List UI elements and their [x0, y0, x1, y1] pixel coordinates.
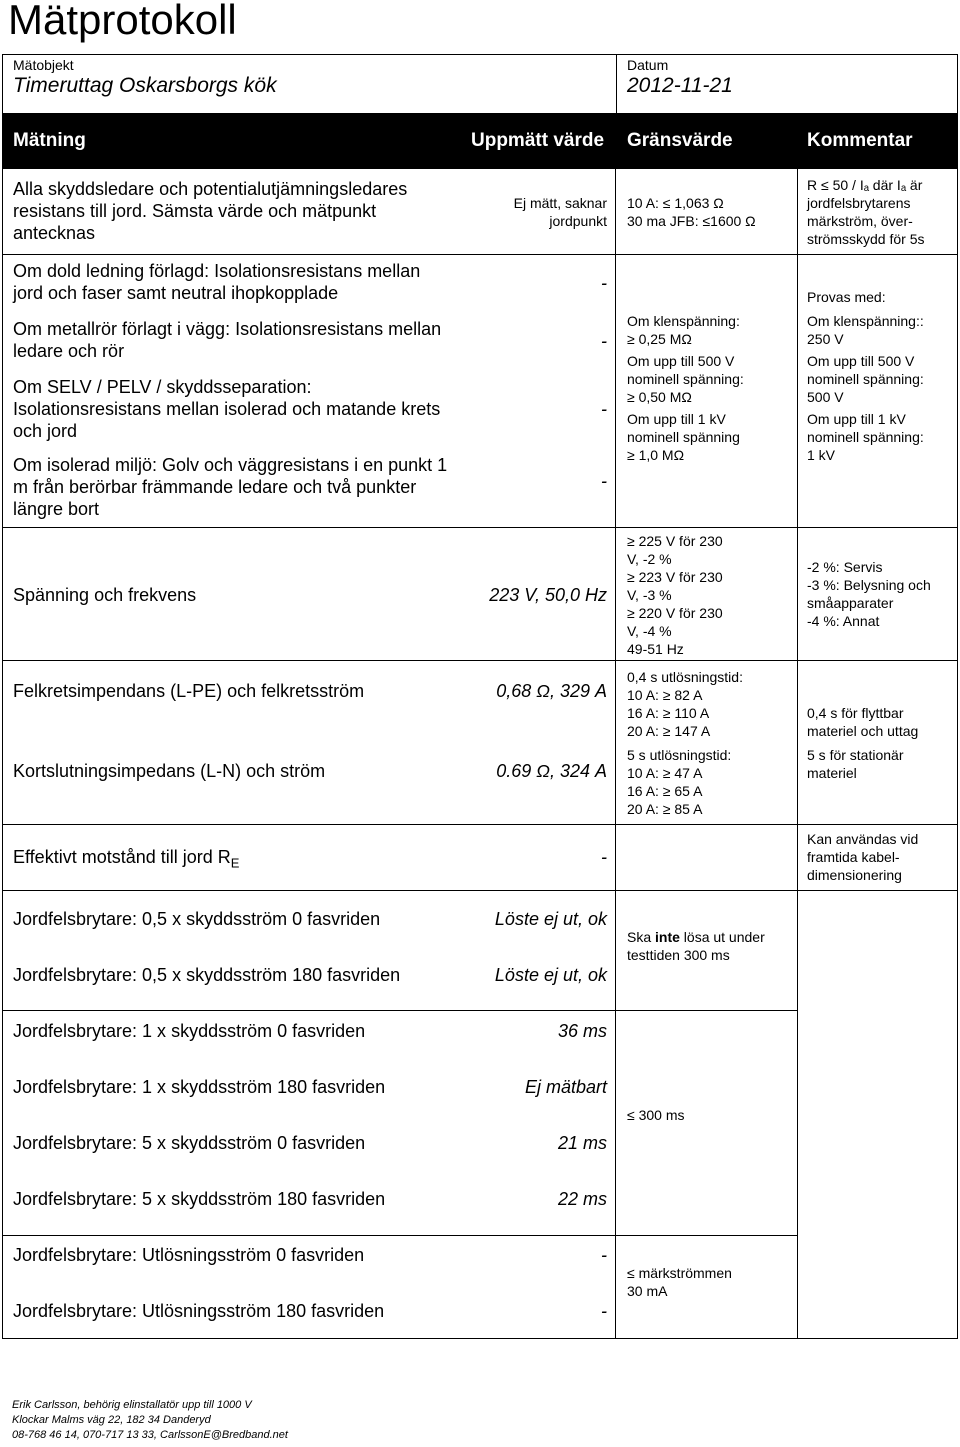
col-gransvarde: Gränsvärde [627, 130, 733, 151]
spanning-limit: ≥ 223 V för 230 [627, 569, 723, 585]
kortslutning-limit: 5 s utlösningstid: [627, 747, 732, 763]
row-jfb-5-0-value: 21 ms [557, 1133, 607, 1153]
kortslutning-limit: 10 A: ≥ 47 A [627, 765, 703, 781]
iso-limit: Om upp till 1 kV [627, 411, 726, 427]
iso-limit: ≥ 1,0 MΩ [627, 447, 685, 463]
row-skyddsledare-value: Ej mätt, saknar jordpunkt [513, 195, 607, 229]
footer-line: Klockar Malms väg 22, 182 34 Danderyd [12, 1414, 211, 1426]
col-kommentar: Kommentar [807, 130, 913, 151]
spanning-comment: -2 %: Servis [807, 559, 883, 575]
iso-comment: Om upp till 500 V [807, 353, 915, 369]
row-selv-value: - [601, 399, 607, 419]
header-table [2, 54, 958, 114]
spanning-comment: -4 %: Annat [807, 613, 880, 629]
row-kortslutning-value: 0.69 Ω, 324 A [496, 761, 607, 781]
row-jfb-05-0-value: Löste ej ut, ok [494, 909, 607, 929]
felkrets-limit: 16 A: ≥ 110 A [627, 705, 710, 721]
jfb-trip-limit: ≤ märkströmmen [627, 1265, 732, 1281]
table-header-row [3, 114, 957, 169]
measurement-object-cell [3, 55, 617, 113]
iso-comment: nominell spänning: [807, 429, 924, 445]
row-jfb-1-0-value: 36 ms [557, 1021, 607, 1041]
row-jfb-05-0-text: Jordfelsbrytare: 0,5 x skyddsström 0 fasvriden [13, 909, 381, 929]
row-jfb-1-0-text: Jordfelsbrytare: 1 x skyddsström 0 fasvriden [13, 1021, 366, 1041]
jfb-05-limit: Ska inte lösa ut under [627, 929, 765, 945]
jordmotstand-comment: Kan användas vid [807, 831, 919, 847]
date-value: 2012-11-21 [627, 74, 733, 97]
iso-comment: Om klenspänning:: [807, 313, 924, 329]
iso-comment: Provas med: [807, 289, 886, 305]
iso-comment: 250 V [807, 331, 844, 347]
divider [3, 660, 957, 661]
divider [3, 824, 957, 825]
felkrets-limit: 0,4 s utlösningstid: [627, 669, 743, 685]
jfb-05-limit: testtiden 300 ms [627, 947, 730, 963]
date-cell [617, 55, 957, 113]
row-skyddsledare-comment: R ≤ 50 / Iₐ där Iₐ är jordfelsbrytarens märkström, över-strömsskydd för 5s [807, 177, 925, 247]
spanning-limit: 49-51 Hz [627, 641, 684, 657]
spanning-limit: ≥ 225 V för 230 [627, 533, 723, 549]
jordmotstand-comment: dimensionering [807, 867, 902, 883]
iso-limit: ≥ 0,50 MΩ [627, 389, 692, 405]
kortslutning-limit: 20 A: ≥ 85 A [627, 801, 703, 817]
impedance-comment: materiel [807, 765, 857, 781]
row-isolerad-miljo-value: - [601, 471, 607, 491]
iso-comment: nominell spänning: [807, 371, 924, 387]
row-jfb-trip-0-text: Jordfelsbrytare: Utlösningsström 0 fasvriden [13, 1245, 365, 1265]
row-jfb-1-180-value: Ej mätbart [524, 1077, 607, 1097]
iso-limit: Om upp till 500 V [627, 353, 735, 369]
col-divider-value [615, 169, 616, 1339]
spanning-limit: V, -3 % [627, 587, 672, 603]
felkrets-limit: 10 A: ≥ 82 A [627, 687, 703, 703]
iso-comment: 1 kV [807, 447, 836, 463]
footer-line: 08-768 46 14, 070-717 13 33, CarlssonE@Bredband.net [12, 1429, 288, 1441]
spanning-comment: småapparater [807, 595, 894, 611]
row-jfb-5-0-text: Jordfelsbrytare: 5 x skyddsström 0 fasvriden [13, 1133, 366, 1153]
spanning-comment: -3 %: Belysning och [807, 577, 931, 593]
jordmotstand-comment: framtida kabel- [807, 849, 900, 865]
measurement-table [2, 113, 958, 1339]
iso-limit: nominell spänning: [627, 371, 744, 387]
row-felkrets-value: 0,68 Ω, 329 A [496, 681, 607, 701]
footer-contact [12, 1398, 288, 1443]
col-uppmatt: Uppmätt värde [471, 130, 605, 151]
row-isolerad-miljo-text: Om isolerad miljö: Golv och väggresistans i en punkt 1 m från berörbar främmande ledare och två punkter längre bort [13, 455, 448, 519]
row-jfb-05-180-value: Löste ej ut, ok [494, 965, 607, 985]
row-jordmotstand-value: - [601, 847, 607, 867]
divider [3, 254, 957, 255]
row-jfb-5-180-text: Jordfelsbrytare: 5 x skyddsström 180 fasvriden [13, 1189, 386, 1209]
col-matning: Mätning [13, 130, 86, 151]
kortslutning-limit: 16 A: ≥ 65 A [627, 783, 703, 799]
row-jfb-05-180-text: Jordfelsbrytare: 0,5 x skyddsström 180 fasvriden [13, 965, 401, 985]
impedance-comment: 0,4 s för flyttbar [807, 705, 904, 721]
page-title: Mätprotokoll [8, 0, 237, 43]
iso-comment: Om upp till 1 kV [807, 411, 906, 427]
row-spanning-text: Spänning och frekvens [13, 585, 197, 605]
jfb-trip-limit: 30 mA [627, 1283, 668, 1299]
object-label: Mätobjekt [13, 57, 74, 73]
row-dold-ledning-text: Om dold ledning förlagd: Isolationsresistans mellan jord och faser samt neutral ihopkopplade [13, 261, 421, 303]
impedance-comment: materiel och uttag [807, 723, 919, 739]
iso-limit: Om klenspänning: [627, 313, 740, 329]
row-skyddsledare-limit-1: 10 A: ≤ 1,063 Ω [627, 195, 724, 211]
spanning-limit: ≥ 220 V för 230 [627, 605, 723, 621]
row-jfb-trip-180-text: Jordfelsbrytare: Utlösningsström 180 fasvriden [13, 1301, 385, 1321]
iso-limit: nominell spänning [627, 429, 740, 445]
row-selv-text: Om SELV / PELV / skyddsseparation: Isolationsresistans mellan isolerad och matande krets och jord [13, 377, 441, 441]
row-dold-ledning-value: - [601, 273, 607, 293]
row-jfb-trip-180-value: - [601, 1301, 607, 1321]
divider [3, 1235, 797, 1236]
iso-limit: ≥ 0,25 MΩ [627, 331, 692, 347]
spanning-limit: V, -2 % [627, 551, 672, 567]
col-divider-limit [797, 169, 798, 1339]
jfb-time-limit: ≤ 300 ms [627, 1107, 685, 1123]
row-spanning-value: 223 V, 50,0 Hz [489, 585, 607, 605]
footer-line: Erik Carlsson, behörig elinstallatör upp till 1000 V [12, 1399, 252, 1411]
row-kortslutning-text: Kortslutningsimpedans (L-N) och ström [13, 761, 326, 781]
row-skyddsledare-limit-2: 30 ma JFB: ≤1600 Ω [627, 213, 756, 229]
object-value: Timeruttag Oskarsborgs kök [13, 74, 277, 97]
row-jfb-1-180-text: Jordfelsbrytare: 1 x skyddsström 180 fasvriden [13, 1077, 386, 1097]
row-skyddsledare-text: Alla skyddsledare och potentialutjämningsledares resistans till jord. Sämsta värde och mätpunkt antecknas [13, 179, 408, 243]
row-metallror-value: - [601, 331, 607, 351]
divider [3, 890, 957, 891]
row-metallror-text: Om metallrör förlagt i vägg: Isolationsresistans mellan ledare och rör [13, 319, 442, 361]
divider [3, 527, 957, 528]
impedance-comment: 5 s för stationär [807, 747, 904, 763]
felkrets-limit: 20 A: ≥ 147 A [627, 723, 711, 739]
spanning-limit: V, -4 % [627, 623, 672, 639]
row-felkrets-text: Felkretsimpendans (L-PE) och felkretsström [13, 681, 365, 701]
iso-comment: 500 V [807, 389, 844, 405]
row-jordmotstand-text: Effektivt motstånd till jord $R_E$ [13, 847, 240, 871]
row-jfb-trip-0-value: - [601, 1245, 607, 1265]
row-jfb-5-180-value: 22 ms [557, 1189, 607, 1209]
date-label: Datum [627, 57, 669, 73]
divider [3, 1010, 797, 1011]
